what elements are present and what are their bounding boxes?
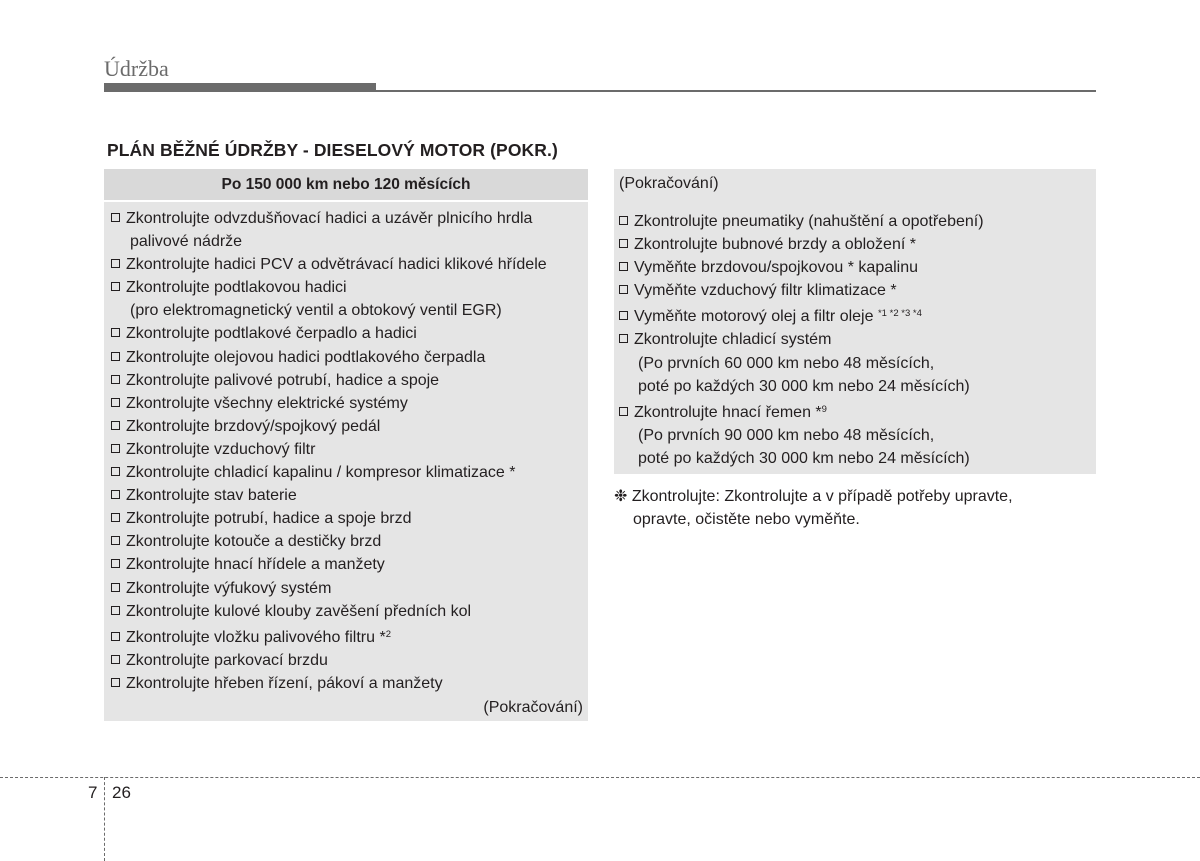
checkbox-icon bbox=[111, 490, 120, 499]
list-item: Zkontrolujte potrubí, hadice a spoje brzd bbox=[111, 507, 582, 530]
checkbox-icon bbox=[619, 239, 628, 248]
checkbox-icon bbox=[111, 444, 120, 453]
checkbox-icon bbox=[619, 407, 628, 416]
list-item: Zkontrolujte chladicí kapalinu / kompresor klimatizace * bbox=[111, 461, 582, 484]
list-item: Zkontrolujte odvzdušňovací hadici a uzávěr plnicího hrdla bbox=[111, 207, 582, 230]
checkbox-icon bbox=[111, 583, 120, 592]
footnote-ref: *1 *2 *3 *4 bbox=[877, 308, 922, 320]
left-maintenance-box bbox=[104, 169, 588, 721]
checkbox-icon bbox=[111, 513, 120, 522]
list-item: Zkontrolujte hnací hřídele a manžety bbox=[111, 553, 582, 576]
list-item-continuation: (Po prvních 90 000 km nebo 48 měsících, bbox=[638, 426, 935, 444]
list-item: Zkontrolujte brzdový/spojkový pedál bbox=[111, 415, 582, 438]
checkbox-icon bbox=[111, 259, 120, 268]
list-item: Zkontrolujte stav baterie bbox=[111, 484, 582, 507]
checkbox-icon bbox=[619, 262, 628, 271]
list-item: Zkontrolujte palivové potrubí, hadice a spoje bbox=[111, 369, 582, 392]
checkbox-icon bbox=[111, 352, 120, 361]
chapter-number: 7 bbox=[88, 783, 98, 802]
list-item: Zkontrolujte hnací řemen *$^9$ bbox=[619, 398, 984, 424]
list-item: Zkontrolujte olejovou hadici podtlakového čerpadla bbox=[111, 346, 582, 369]
footnote-ref: 9 bbox=[821, 403, 827, 415]
page-number: 26 bbox=[112, 783, 131, 802]
list-item-continuation: palivové nádrže bbox=[130, 233, 243, 251]
list-item: Zkontrolujte kotouče a destičky brzd bbox=[111, 530, 582, 553]
checkbox-icon bbox=[111, 606, 120, 615]
continued-top-label: (Pokračování) bbox=[619, 175, 719, 192]
list-item: Zkontrolujte kulové klouby zavěšení předních kol bbox=[111, 600, 582, 623]
checkbox-icon bbox=[111, 536, 120, 545]
checkbox-icon bbox=[111, 678, 120, 687]
left-checklist bbox=[104, 202, 588, 695]
footnote bbox=[614, 485, 1094, 531]
list-item: Vyměňte motorový olej a filtr oleje $^{*1 *2 *3 *4}$ bbox=[619, 302, 984, 328]
checkbox-icon bbox=[619, 285, 628, 294]
page-header-title: Údržba bbox=[104, 56, 169, 81]
checkbox-icon bbox=[111, 213, 120, 222]
checkbox-icon bbox=[111, 375, 120, 384]
asterism-icon: ❉ bbox=[614, 488, 628, 505]
list-item: Zkontrolujte pneumatiky (nahuštění a opotřebení) bbox=[619, 210, 984, 233]
right-checklist bbox=[619, 210, 984, 470]
checkbox-icon bbox=[111, 655, 120, 664]
list-item: Zkontrolujte vložku palivového filtru *$^2$ bbox=[111, 623, 582, 649]
list-item: Zkontrolujte chladicí systém bbox=[619, 328, 984, 351]
section-title: PLÁN BĚŽNÉ ÚDRŽBY - DIESELOVÝ MOTOR (POKR.) bbox=[107, 140, 558, 160]
footnote-line-2: opravte, očistěte nebo vyměňte. bbox=[633, 511, 860, 528]
list-item-continuation: (pro elektromagnetický ventil a obtokový ventil EGR) bbox=[130, 302, 502, 320]
checkbox-icon bbox=[111, 328, 120, 337]
list-item: Zkontrolujte podtlakové čerpadlo a hadici bbox=[111, 322, 582, 345]
checkbox-icon bbox=[111, 559, 120, 568]
list-item-continuation: poté po každých 30 000 km nebo 24 měsících) bbox=[638, 377, 970, 395]
footer-divider bbox=[0, 777, 1200, 778]
list-item: Vyměňte brzdovou/spojkovou * kapalinu bbox=[619, 256, 984, 279]
checkbox-icon bbox=[619, 334, 628, 343]
footnote-ref: 2 bbox=[385, 628, 391, 640]
interval-heading: Po 150 000 km nebo 120 měsících bbox=[104, 169, 588, 202]
list-item: Zkontrolujte hadici PCV a odvětrávací hadici klikové hřídele bbox=[111, 253, 582, 276]
list-item: Zkontrolujte vzduchový filtr bbox=[111, 438, 582, 461]
list-item: Zkontrolujte výfukový systém bbox=[111, 577, 582, 600]
footnote-line-1: ❉ Zkontrolujte: Zkontrolujte a v případě potřeby upravte, bbox=[614, 488, 1013, 505]
checkbox-icon bbox=[111, 398, 120, 407]
checkbox-icon bbox=[619, 216, 628, 225]
checkbox-icon bbox=[111, 632, 120, 641]
header-rule bbox=[104, 90, 1096, 92]
list-item: Vyměňte vzduchový filtr klimatizace * bbox=[619, 279, 984, 302]
checkbox-icon bbox=[111, 467, 120, 476]
footer-vertical-divider bbox=[104, 777, 105, 861]
right-maintenance-box bbox=[614, 169, 1096, 474]
checkbox-icon bbox=[111, 282, 120, 291]
list-item-continuation: (Po prvních 60 000 km nebo 48 měsících, bbox=[638, 354, 935, 372]
checkbox-icon bbox=[619, 311, 628, 320]
list-item-continuation: poté po každých 30 000 km nebo 24 měsících) bbox=[638, 449, 970, 467]
checkbox-icon bbox=[111, 421, 120, 430]
list-item: Zkontrolujte všechny elektrické systémy bbox=[111, 392, 582, 415]
continued-label: (Pokračování) bbox=[483, 699, 583, 716]
list-item: Zkontrolujte parkovací brzdu bbox=[111, 649, 582, 672]
list-item: Zkontrolujte podtlakovou hadici bbox=[111, 276, 582, 299]
list-item: Zkontrolujte bubnové brzdy a obložení * bbox=[619, 233, 984, 256]
list-item: Zkontrolujte hřeben řízení, pákoví a manžety bbox=[111, 672, 582, 695]
